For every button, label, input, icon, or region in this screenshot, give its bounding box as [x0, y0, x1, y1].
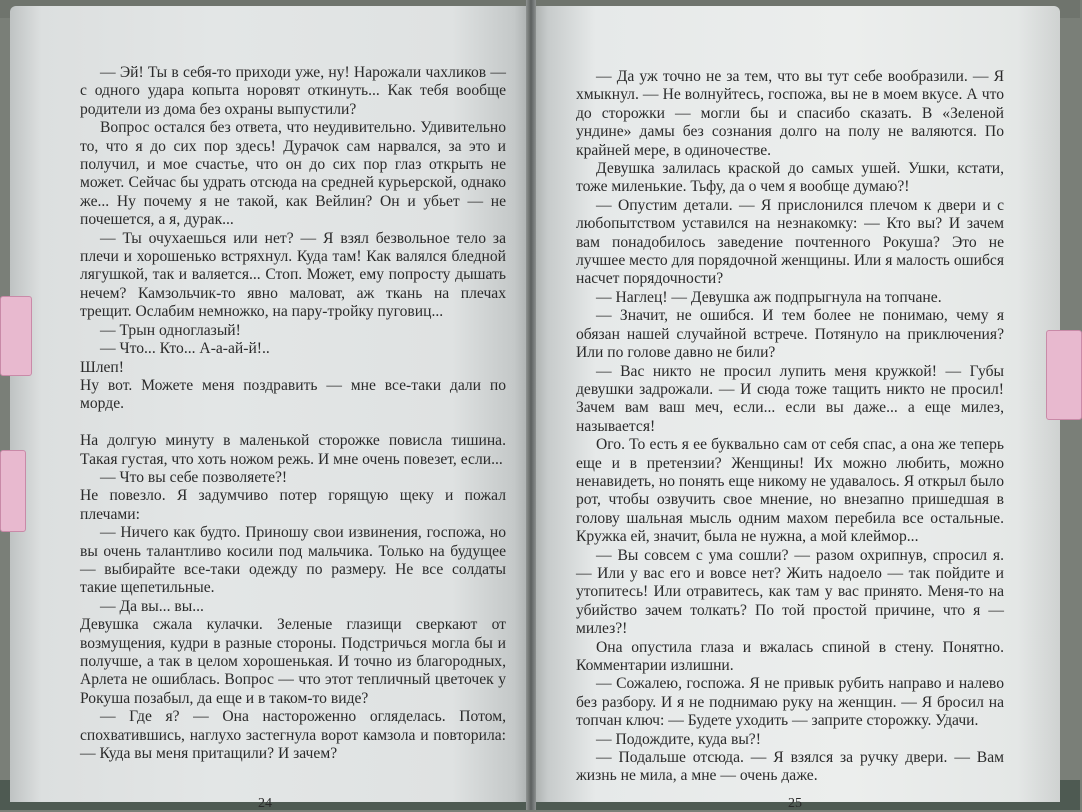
book-gutter	[526, 0, 536, 810]
paragraph: — Ты очухаешься или нет? — Я взял безвольное тело за плечи и хорошенько встряхнул. Куда там! Как валялся бледной лягушкой, так и валяется... Стоп. Может, ему попросту дышать нечем? Камзольчик-то явно маловат, аж ткань на плечах трещит. Ослабим немножко, на пару-тройку пуговиц...	[80, 229, 506, 321]
paragraph: — Значит, не ошибся. И тем более не понимаю, чему я обязан нашей случайной встрече. Потянуло на приключения? Или по голове давно не били?	[576, 307, 1004, 362]
paragraph: — Ничего как будто. Приношу свои извинения, госпожа, но вы очень талантливо косили под мальчика. Только на будущее — выбирайте все-таки одежду по размеру. Не все солдаты такие щепетильные.	[80, 524, 506, 597]
paragraph: — Что вы себе позволяете?!	[100, 468, 288, 486]
paragraph: На долгую минуту в маленькой сторожке повисла тишина. Такая густая, что хоть ножом режь. И мне очень повезет, если...	[80, 432, 506, 468]
paragraph: Ну вот. Можете меня поздравить — мне все-таки дали по морде.	[80, 376, 506, 413]
paragraph: — Подождите, куда вы?!	[596, 730, 761, 748]
paragraph: — Наглец! — Девушка аж подпрыгнула на топчане.	[596, 288, 942, 306]
paragraph: Девушка залилась краской до самых ушей. Ушки, кстати, тоже миленькие. Тьфу, да о чем я вообще думаю?!	[576, 160, 1004, 196]
paragraph: — Опустим детали. — Я прислонился плечом к двери и с любопытством уставился на незнакомку: — Кто вы? И зачем вам понадобилось заведение почтенного Рокуша? Это не лучшее место для порядочной женщины. Или я малость ошибся насчет порядочности?	[576, 196, 1004, 288]
paragraph: Девушка сжала кулачки. Зеленые глазищи сверкают от возмущения, кудри в разные стороны. Подстричься могла бы и получше, а так в целом хорошенькая. И точно из благородных, Арлета не ошиблась. Вопрос — что этот тепличный цветочек у Рокуша позабыл, да еще и в таком-то виде?	[80, 616, 506, 707]
page-number: 25	[788, 796, 802, 811]
paragraph: — Вас никто не просил лупить меня кружкой! — Губы девушки задрожали. — И сюда тоже тащить никто не просил! Зачем вам ваш меч, если... если вы даже... а еще милез, называется!	[576, 362, 1004, 435]
paragraph: — Да вы... вы...	[100, 597, 204, 615]
paragraph: — Вы совсем с ума сошли? — разом охрипнув, спросил я. — Или у вас его и вовсе нет? Жить надоело — так пойдите и утопитесь! Или отравитесь, как там у вас принято. Меня-то на убийство зачем толкать? По той простой причине, что я — милез?!	[576, 546, 1004, 638]
paragraph: — Эй! Ты в себя-то приходи уже, ну! Нарожали чахликов — с одного удара копыта норовят откинуть... Как тебя вообще родители из дома без охраны выпустили?	[80, 64, 506, 118]
paragraph: — Где я? — Она настороженно огляделась. Потом, спохватившись, наглухо застегнула ворот камзола и повторила: — Куда вы меня притащили? И зачем?	[80, 708, 506, 763]
bookmark-tab	[1046, 330, 1082, 420]
page-number: 24	[258, 796, 272, 811]
left-page	[10, 6, 530, 811]
paragraph: Вопрос остался без ответа, что неудивительно. Удивительно то, что я до сих пор здесь! Дурачок сам нарвался, за это и получил, и мое счастье, что он до сих пор глаз открыть не может. Сейчас бы удрать отсюда на средней курьерской, однако же... Ну почему я не такой, как Вейлин? Он и убьет — не почешется, а я, дурак...	[80, 119, 506, 229]
paragraph: — Подальше отсюда. — Я взялся за ручку двери. — Вам жизнь не мила, а мне — очень даже.	[576, 749, 1004, 785]
paragraph: — Сожалею, госпожа. Я не привык рубить направо и налево без разбору. И я не поднимаю руку на женщин. — Я бросил на топчан ключ: — Будете уходить — заприте сторожку. Удачи.	[576, 675, 1004, 730]
paragraph: — Трын одноглазый!	[100, 321, 241, 339]
right-page	[532, 6, 1060, 811]
paragraph: — Да уж точно не за тем, что вы тут себе вообразили. — Я хмыкнул. — Не волнуйтесь, госпожа, вы не в моем вкусе. А что до сторожки — могли бы и спасибо сказать. В «Зеленой ундине» дамы без сознания долго на полу не валяются. По крайней мере, в одиночестве.	[576, 68, 1004, 159]
paragraph: Шлеп!	[80, 358, 124, 376]
paragraph: Ого. То есть я ее буквально сам от себя спас, а она же теперь еще и в претензии? Женщины! Их можно любить, можно ненавидеть, но понять еще никому не удавалось. Я открыл было рот, чтобы озвучить свое мнение, но внезапно пришедшая в голову шальная мысль одним махом перебила все остальные. Кружка ей, значит, была не нужна, а мой клеймор...	[576, 436, 1004, 546]
bookmark-tab	[0, 450, 26, 532]
paragraph: Не повезло. Я задумчиво потер горящую щеку и пожал плечами:	[80, 487, 506, 523]
paragraph: Она опустила глаза и вжалась спиной в стену. Понятно. Комментарии излишни.	[576, 638, 1004, 674]
right-page-text	[576, 68, 1004, 786]
left-page-text	[80, 64, 506, 763]
bookmark-tab	[0, 296, 32, 376]
paragraph: — Что... Кто... А-а-ай-й!..	[100, 340, 270, 358]
